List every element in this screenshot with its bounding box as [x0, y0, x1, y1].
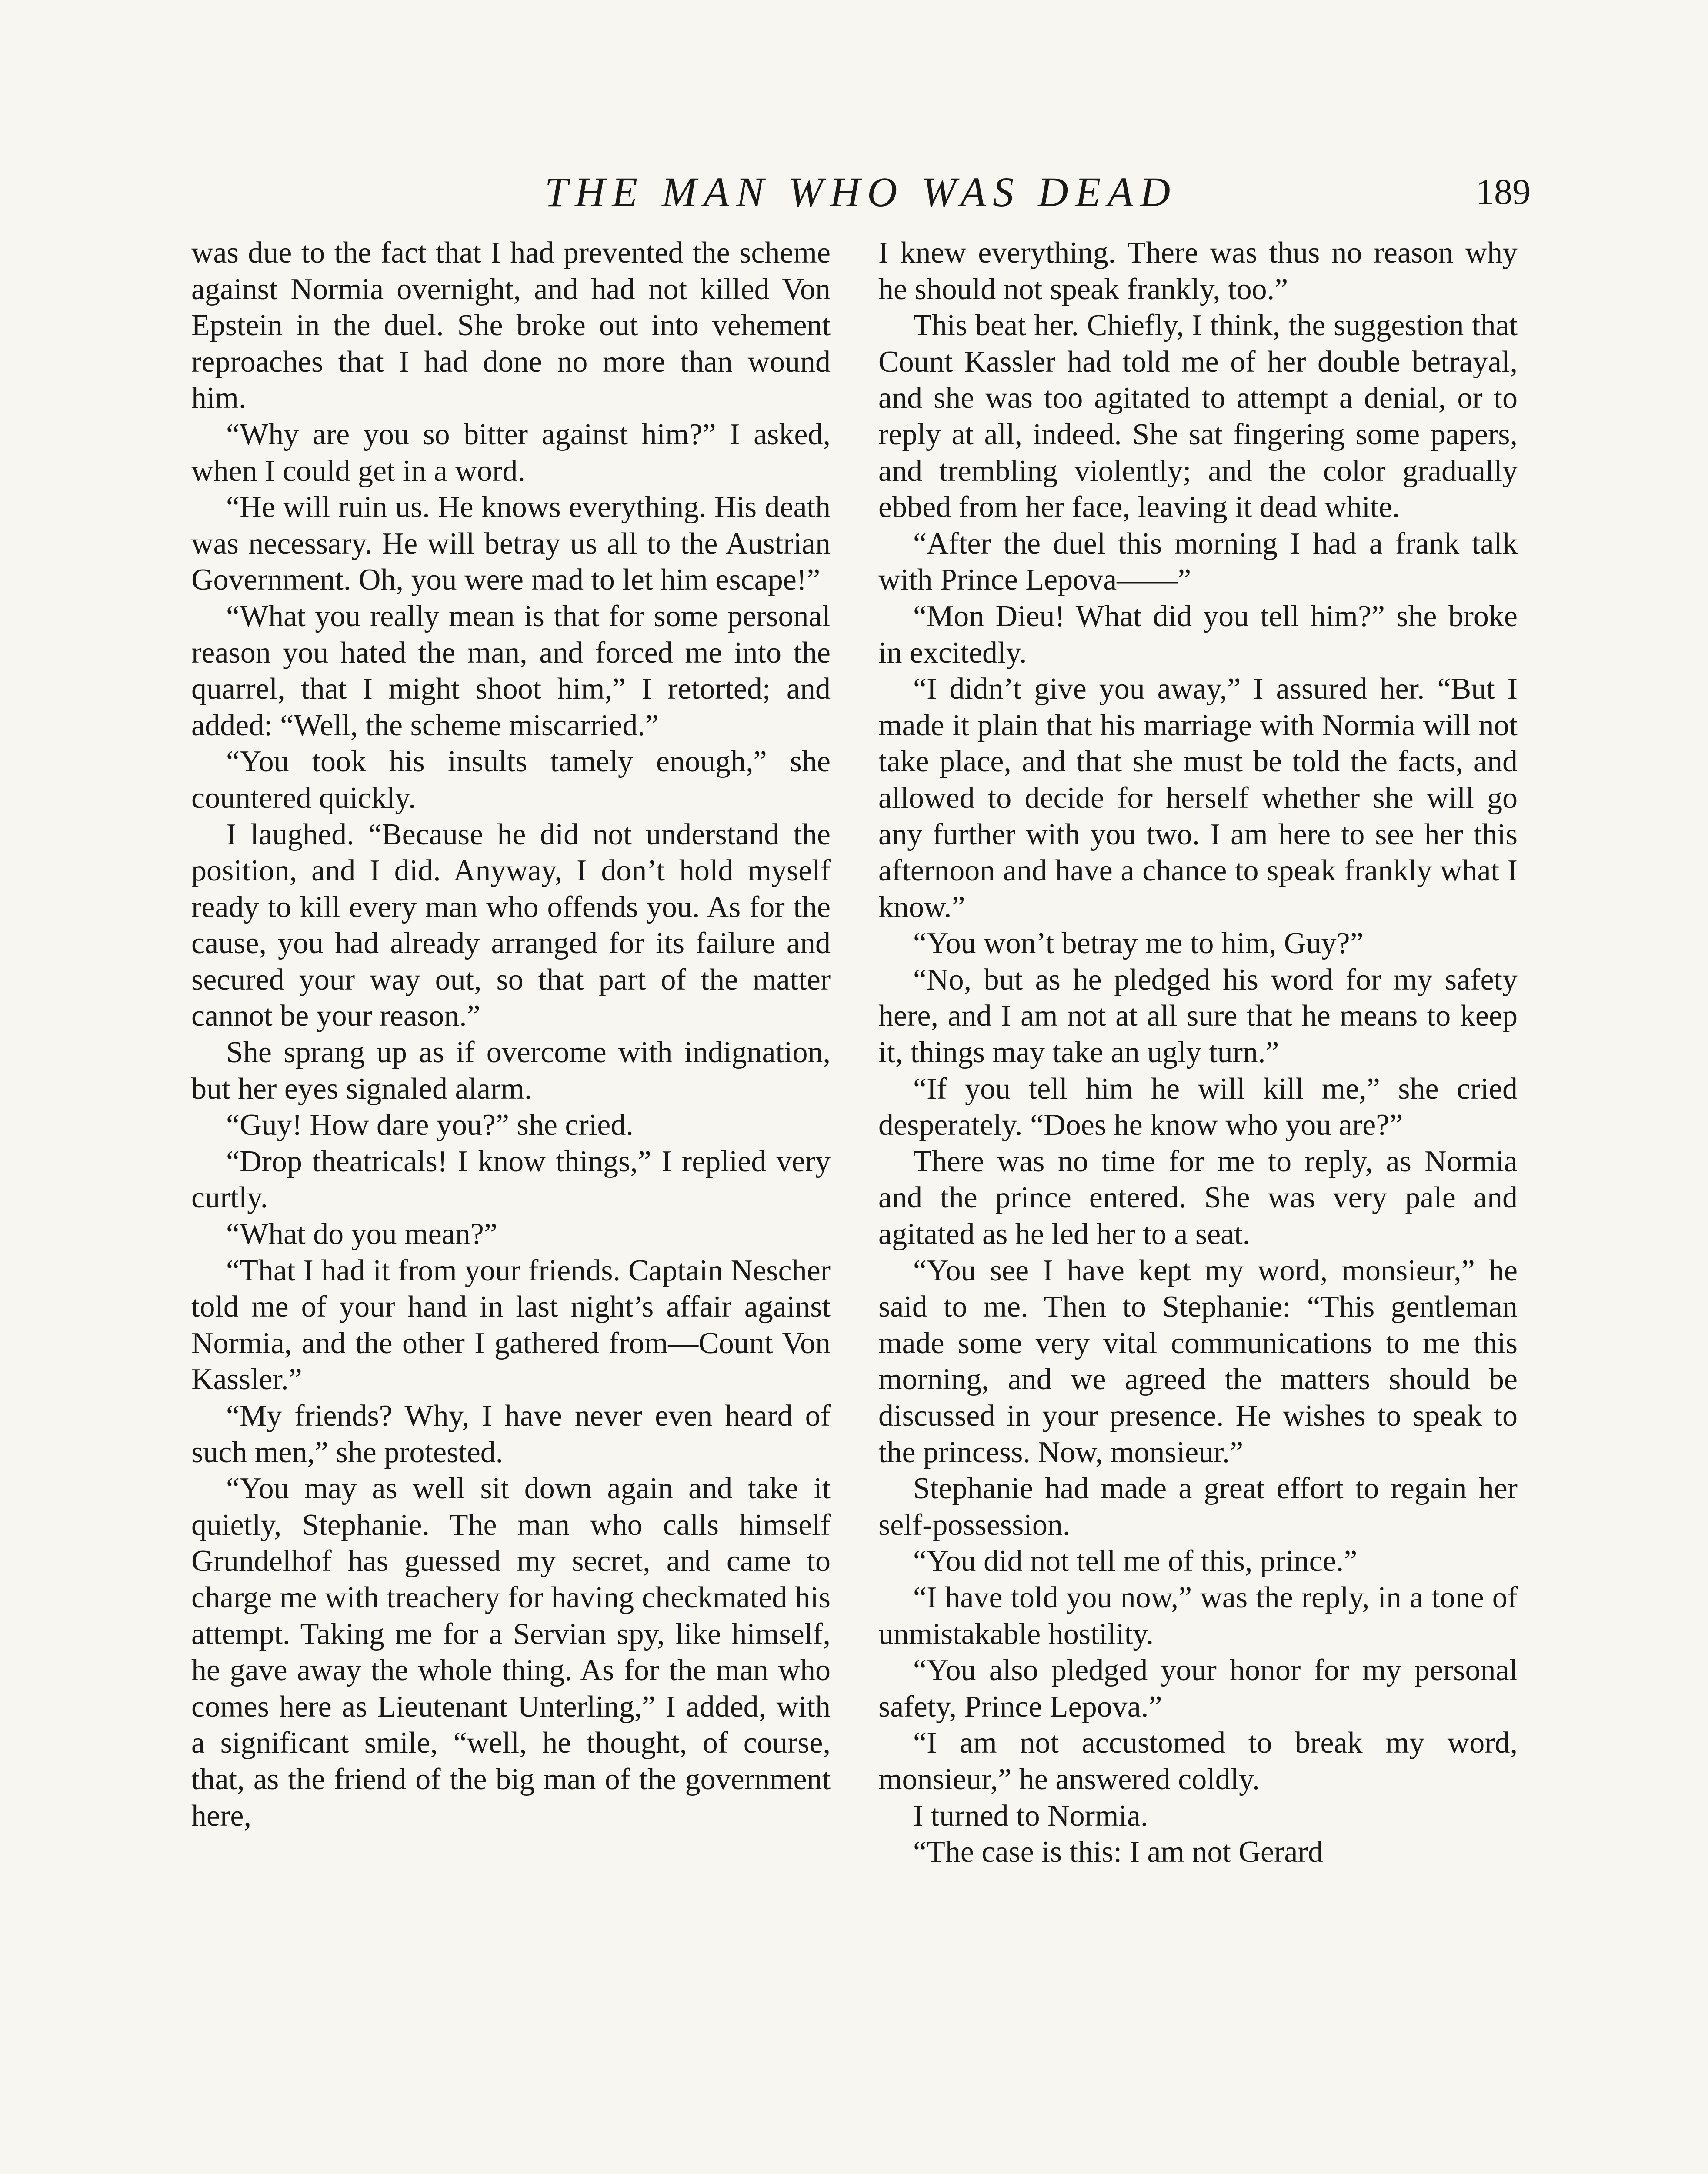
- paragraph: “He will ruin us. He knows everything. His death was necessary. He will betray us all to the Austrian Government. Oh, you were mad to let him escape!”: [191, 490, 831, 597]
- paragraph: “If you tell him he will kill me,” she cried desperately. “Does he know who you are?”: [878, 1072, 1518, 1142]
- paragraph: “The case is this: I am not Gerard: [913, 1835, 1323, 1869]
- paragraph: “You did not tell me of this, prince.”: [913, 1544, 1358, 1578]
- paragraph: She sprang up as if overcome with indignation, but her eyes signaled alarm.: [191, 1036, 831, 1106]
- left-column: [191, 235, 831, 1834]
- paragraph: This beat her. Chiefly, I think, the suggestion that Count Kassler had told me of her double betrayal, and she was too agitated to attempt a denial, or to reply at all, indeed. She sat fingering some papers, and trembling violently; and the color gradually ebbed from her face, leaving it dead white.: [878, 309, 1518, 524]
- paragraph: I turned to Normia.: [913, 1799, 1148, 1833]
- paragraph: I laughed. “Because he did not understand the position, and I did. Anyway, I don’t hold myself ready to kill every man who offends you. As for the cause, you had already arranged for its failure and secured your way out, so that part of the matter cannot be your reason.”: [191, 817, 831, 1033]
- paragraph: There was no time for me to reply, as Normia and the prince entered. She was very pale and agitated as he led her to a seat.: [878, 1144, 1518, 1251]
- paragraph: was due to the fact that I had prevented the scheme against Normia overnight, and had not killed Von Epstein in the duel. She broke out into vehement reproaches that I had done no more than wound him.: [191, 236, 831, 415]
- paragraph: “I am not accustomed to break my word, monsieur,” he answered coldly.: [878, 1726, 1518, 1796]
- paragraph: “You took his insults tamely enough,” she countered quickly.: [191, 745, 831, 815]
- paragraph: “You also pledged your honor for my personal safety, Prince Lepova.”: [878, 1654, 1518, 1724]
- paragraph: “Guy! How dare you?” she cried.: [226, 1108, 634, 1142]
- paragraph: “Mon Dieu! What did you tell him?” she broke in excitedly.: [878, 599, 1518, 670]
- paragraph: “My friends? Why, I have never even heard of such men,” she protested.: [191, 1399, 831, 1469]
- paragraph: “You won’t betray me to him, Guy?”: [913, 927, 1364, 960]
- paragraph: “I have told you now,” was the reply, in a tone of unmistakable hostility.: [878, 1580, 1518, 1651]
- right-column: [878, 235, 1518, 1871]
- paragraph: “Why are you so bitter against him?” I asked, when I could get in a word.: [191, 417, 831, 488]
- paragraph: “That I had it from your friends. Captain Nescher told me of your hand in last night’s affair against Normia, and the other I gathered from—Count Von Kassler.”: [191, 1254, 831, 1397]
- paragraph: Stephanie had made a great effort to regain her self-possession.: [878, 1472, 1518, 1542]
- paragraph: “Drop theatricals! I know things,” I replied very curtly.: [191, 1144, 831, 1215]
- page-number: 189: [1476, 172, 1531, 212]
- running-title: THE MAN WHO WAS DEAD: [544, 169, 1178, 215]
- paragraph: “What do you mean?”: [226, 1217, 497, 1251]
- paragraph: “You see I have kept my word, monsieur,” he said to me. Then to Stephanie: “This gentleman made some very vital communications to me this morning, and we agreed the matters should be discussed in your presence. He wishes to speak to the princess. Now, monsieur.”: [878, 1254, 1518, 1469]
- paragraph: “What you really mean is that for some personal reason you hated the man, and forced me into the quarrel, that I might shoot him,” I retorted; and added: “Well, the scheme miscarried.”: [191, 599, 831, 742]
- paragraph: “I didn’t give you away,” I assured her. “But I made it plain that his marriage with Normia will not take place, and that she must be told the facts, and allowed to decide for herself whether she will go any further with you two. I am here to see her this afternoon and have a chance to speak frankly what I know.”: [878, 672, 1518, 924]
- paragraph: I knew everything. There was thus no reason why he should not speak frankly, too.”: [878, 236, 1518, 306]
- paragraph: “No, but as he pledged his word for my safety here, and I am not at all sure that he means to keep it, things may take an ugly turn.”: [878, 963, 1518, 1070]
- paragraph: “After the duel this morning I had a frank talk with Prince Lepova——”: [878, 527, 1518, 597]
- paragraph: “You may as well sit down again and take it quietly, Stephanie. The man who calls himself Grundelhof has guessed my secret, and came to charge me with treachery for having checkmated his attempt. Taking me for a Servian spy, like himself, he gave away the whole thing. As for the man who comes here as Lieutenant Unterling,” I added, with a significant smile, “well, he thought, of course, that, as the friend of the big man of the government here,: [191, 1472, 831, 1833]
- page-header: [191, 162, 1531, 223]
